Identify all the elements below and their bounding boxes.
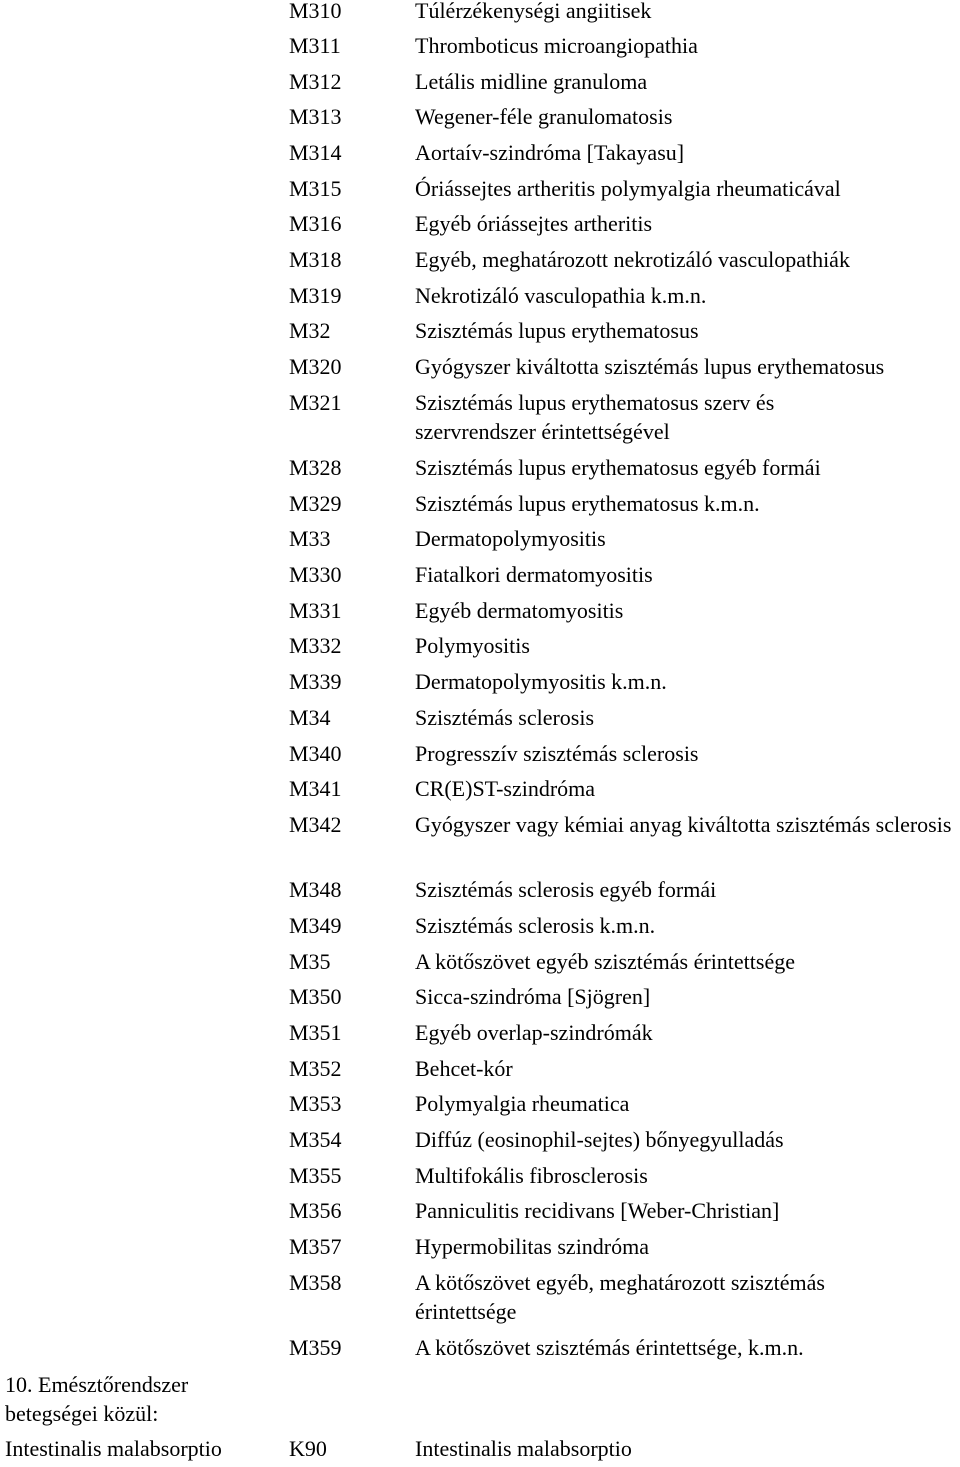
description-cell: A kötőszövet szisztémás érintettsége, k.m.n.: [415, 1335, 804, 1360]
description-cell: Behcet-kór: [415, 1056, 513, 1081]
code-cell: M316: [289, 211, 342, 236]
code-cell: M349: [289, 913, 342, 938]
code-cell: M33: [289, 526, 331, 551]
description-cell: Aortaív-szindróma [Takayasu]: [415, 140, 685, 165]
code-cell: M312: [289, 69, 342, 94]
description-cell: Óriássejtes artheritis polymyalgia rheumaticával: [415, 176, 841, 201]
description-cell: Polymyositis: [415, 633, 530, 658]
code-cell: M328: [289, 455, 342, 480]
description-cell: Szisztémás sclerosis egyéb formái: [415, 877, 717, 902]
code-cell: M358: [289, 1270, 342, 1295]
code-cell: M35: [289, 949, 331, 974]
description-cell: Szisztémás lupus erythematosus: [415, 318, 699, 343]
code-cell: M339: [289, 669, 342, 694]
description-cell: Panniculitis recidivans [Weber-Christian]: [415, 1198, 780, 1223]
description-cell: CR(E)ST-szindróma: [415, 776, 596, 801]
code-cell: M310: [289, 0, 342, 23]
code-cell: M32: [289, 318, 331, 343]
description-cell: Intestinalis malabsorptio: [415, 1436, 632, 1461]
description-cell: Letális midline granuloma: [415, 69, 648, 94]
section-heading: 10. Emésztőrendszer: [5, 1372, 189, 1397]
code-cell: M359: [289, 1335, 342, 1360]
code-cell: M352: [289, 1056, 342, 1081]
description-cell: Sicca-szindróma [Sjögren]: [415, 984, 651, 1009]
description-cell: Dermatopolymyositis: [415, 526, 606, 551]
description-cell: Egyéb dermatomyositis: [415, 598, 624, 623]
code-cell: M351: [289, 1020, 342, 1045]
description-cell: Szisztémás sclerosis k.m.n.: [415, 913, 656, 938]
code-cell: M356: [289, 1198, 342, 1223]
code-cell: M340: [289, 741, 342, 766]
code-cell: K90: [289, 1436, 327, 1461]
description-cell: Nekrotizáló vasculopathia k.m.n.: [415, 283, 707, 308]
description-cell: Szisztémás lupus erythematosus k.m.n.: [415, 491, 760, 516]
description-cell: Progresszív szisztémás sclerosis: [415, 741, 699, 766]
description-cell: Wegener-féle granulomatosis: [415, 104, 673, 129]
description-cell: Egyéb, meghatározott nekrotizáló vasculopathiák: [415, 247, 850, 272]
code-cell: M34: [289, 705, 331, 730]
description-cell: Szisztémás sclerosis: [415, 705, 595, 730]
code-cell: M341: [289, 776, 342, 801]
code-cell: M319: [289, 283, 342, 308]
code-cell: M314: [289, 140, 342, 165]
description-cell: Egyéb overlap-szindrómák: [415, 1020, 653, 1045]
code-cell: M342: [289, 812, 342, 837]
description-cell: Szisztémás lupus erythematosus szerv és szervrendszer érintettségével: [415, 390, 775, 444]
code-cell: M315: [289, 176, 342, 201]
code-cell: M313: [289, 104, 342, 129]
code-cell: M318: [289, 247, 342, 272]
code-cell: M320: [289, 354, 342, 379]
description-cell: Gyógyszer kiváltotta szisztémás lupus erythematosus: [415, 354, 885, 379]
description-cell: Szisztémás lupus erythematosus egyéb formái: [415, 455, 821, 480]
section-heading: betegségei közül:: [5, 1401, 159, 1426]
code-cell: M355: [289, 1163, 342, 1188]
code-cell: M348: [289, 877, 342, 902]
description-cell: A kötőszövet egyéb szisztémás érintettsége: [415, 949, 795, 974]
description-cell: Polymyalgia rheumatica: [415, 1091, 630, 1116]
row-label: Intestinalis malabsorptio: [5, 1436, 222, 1461]
code-cell: M357: [289, 1234, 342, 1259]
description-cell: Túlérzékenységi angiitisek: [415, 0, 652, 23]
code-cell: M332: [289, 633, 342, 658]
code-cell: M354: [289, 1127, 342, 1152]
description-cell: A kötőszövet egyéb, meghatározott szisztémás érintettsége: [415, 1270, 825, 1324]
code-cell: M329: [289, 491, 342, 516]
code-cell: M321: [289, 390, 342, 415]
code-cell: M330: [289, 562, 342, 587]
description-cell: Diffúz (eosinophil-sejtes) bőnyegyulladás: [415, 1127, 784, 1152]
description-cell: Fiatalkori dermatomyositis: [415, 562, 653, 587]
description-cell: Multifokális fibrosclerosis: [415, 1163, 648, 1188]
description-cell: Dermatopolymyositis k.m.n.: [415, 669, 667, 694]
description-cell: Thromboticus microangiopathia: [415, 33, 698, 58]
code-cell: M353: [289, 1091, 342, 1116]
description-cell: Hypermobilitas szindróma: [415, 1234, 650, 1259]
code-cell: M331: [289, 598, 342, 623]
code-cell: M350: [289, 984, 342, 1009]
description-cell: Egyéb óriássejtes artheritis: [415, 211, 653, 236]
description-cell: Gyógyszer vagy kémiai anyag kiváltotta szisztémás sclerosis: [415, 812, 952, 837]
code-cell: M311: [289, 33, 341, 58]
